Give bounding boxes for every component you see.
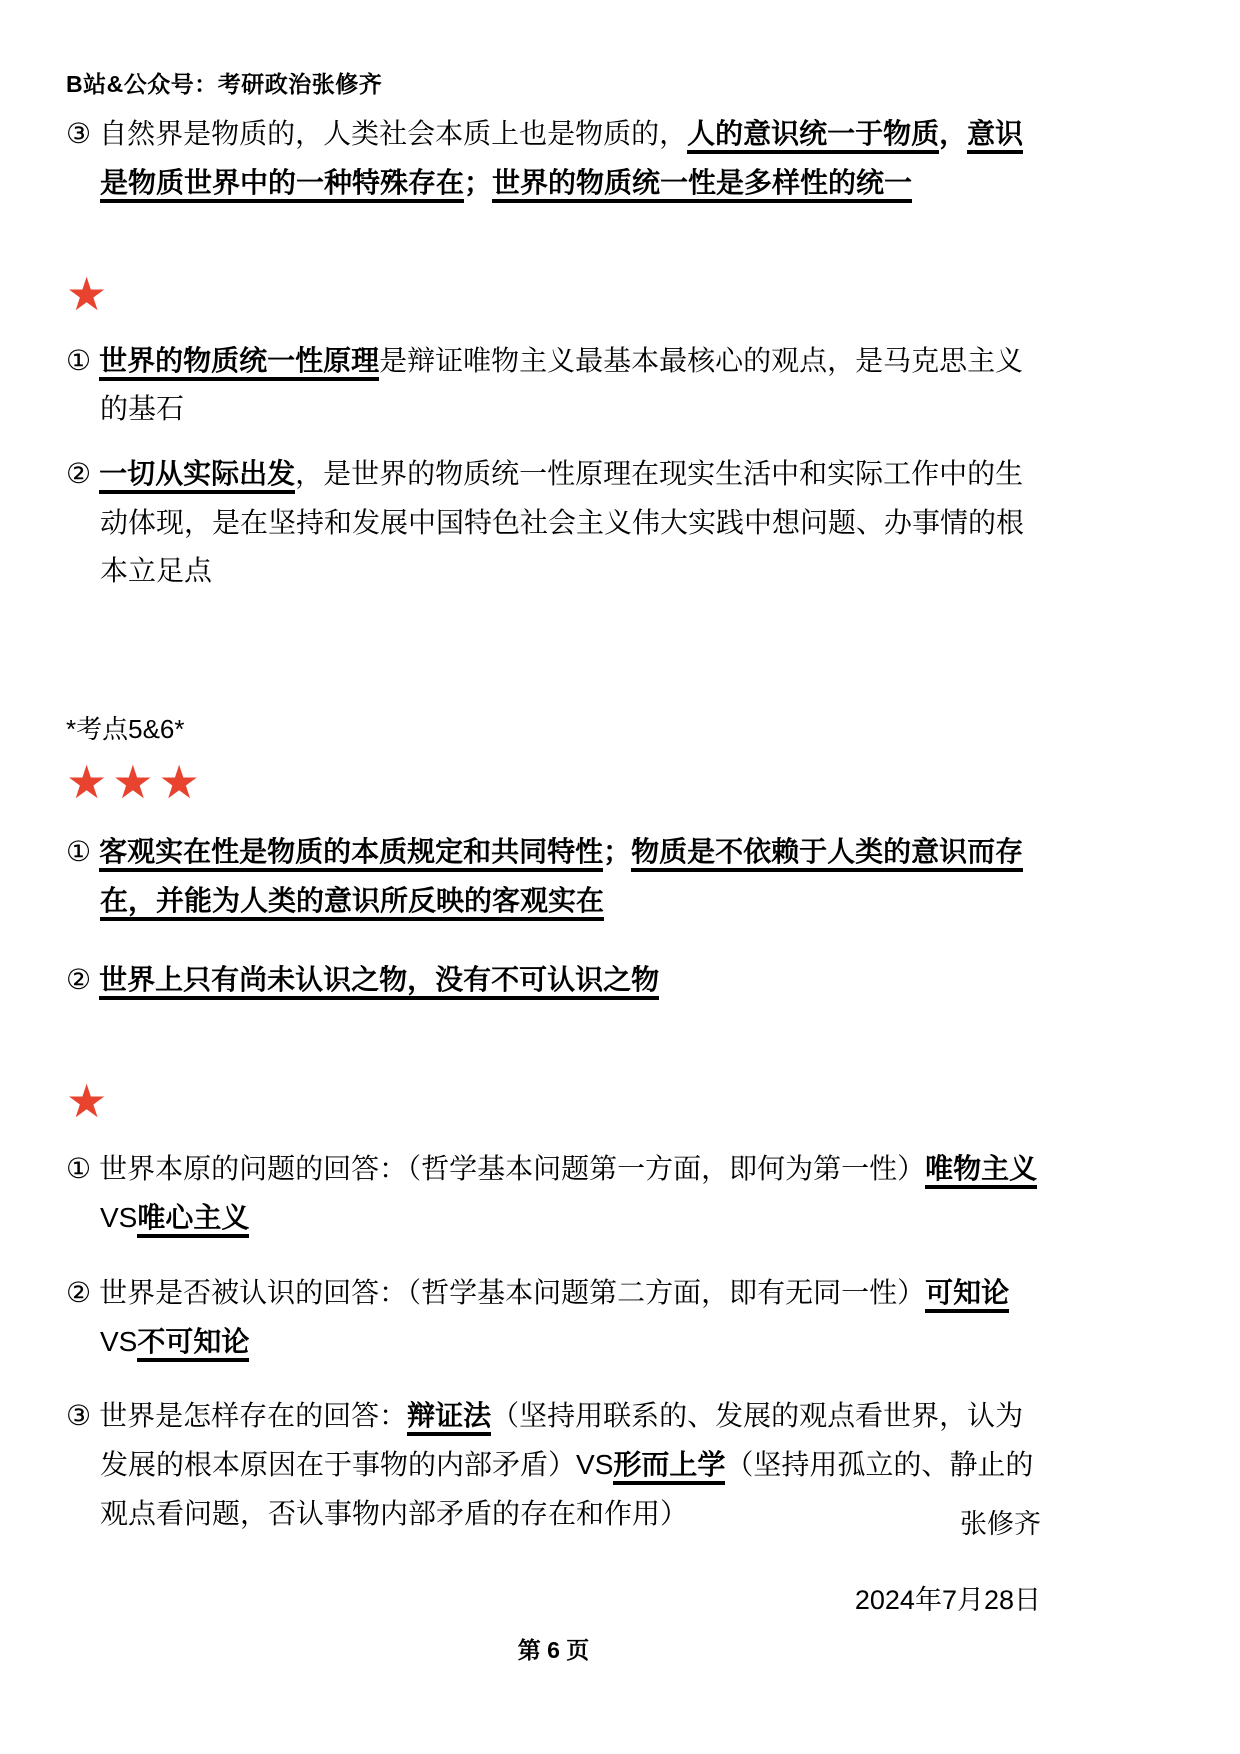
text-run: VS	[100, 1325, 138, 1357]
text-run: 意识是物质世界中的一种特殊存在	[100, 118, 1023, 203]
footer-author: 张修齐	[960, 1509, 1041, 1539]
text-run: 不可知论	[137, 1326, 249, 1362]
text-run: VS	[100, 1202, 138, 1234]
text-run: ；	[464, 166, 493, 198]
note-item	[66, 450, 1041, 596]
star-icon: ★	[66, 1074, 113, 1127]
text-run: （哲学基本问题第二方面，即有无同一性）	[407, 1275, 926, 1309]
note-item	[66, 337, 1041, 434]
text-run: ，是世界的物质统一性原理在现实生活中和实际工作中的	[295, 456, 996, 490]
text-run: （坚持用联系的、发展的观点看世界，认为发展的根本原因在于事物的内部矛盾）	[100, 1399, 1024, 1482]
text-run: 世界是否被认识的回答：	[99, 1276, 408, 1308]
text-run: （哲学基本问题第一方面，即何为第一性）	[407, 1152, 926, 1186]
importance-stars	[66, 756, 1041, 809]
footer-date: 2024年7月28日	[854, 1585, 1041, 1615]
item-number-marker: ②	[66, 457, 92, 489]
item-number-marker: ②	[66, 963, 92, 995]
note-item	[66, 1145, 1041, 1242]
star-icon: ★	[66, 267, 113, 320]
text-run: 根本立足点	[100, 506, 1025, 587]
text-run: ；	[603, 836, 632, 868]
item-number-marker: ③	[66, 1400, 92, 1432]
star-icon: ★	[158, 755, 205, 808]
star-icon: ★	[66, 755, 113, 808]
text-run: 自然界是物质的，人类社会本质上也是物质的，	[99, 117, 688, 151]
text-run: 可知论	[925, 1277, 1009, 1313]
note-item	[66, 1269, 1041, 1366]
importance-stars	[66, 268, 1041, 321]
notes-page	[66, 68, 1041, 1538]
text-run: 世界是怎样存在的回答：	[99, 1400, 408, 1432]
text-run: 是辩证唯物主义最基本最核心的观点，是马克思主义的	[100, 343, 1024, 426]
importance-stars	[66, 1075, 1041, 1128]
text-run: 人的意识统一于物质	[687, 118, 939, 154]
page-number: 第 6 页	[517, 1637, 590, 1663]
text-run: ，是在坚持和发展中国特色社会主义伟大实践中想问题、办事情的	[184, 505, 997, 539]
topic-label: *考点5&6*	[66, 714, 185, 745]
note-item	[66, 828, 1041, 925]
text-run: 形而上学	[613, 1449, 725, 1485]
item-number-marker: ①	[66, 344, 92, 376]
text-run: 世界本原的问题的回答：	[99, 1153, 408, 1185]
text-run: 唯物主义	[925, 1153, 1037, 1189]
text-run: 基石	[128, 393, 185, 425]
text-run: ，	[939, 118, 968, 150]
text-run: （坚持用孤立的、静止的观点看问题，否认事物内部矛盾的存在和作用）	[100, 1448, 1034, 1530]
text-run: 世界的物质统一性是多样性的统一	[492, 167, 912, 203]
item-number-marker: ③	[66, 118, 92, 150]
item-number-marker: ①	[66, 836, 92, 868]
note-item	[66, 110, 1041, 207]
text-run: 唯心主义	[137, 1202, 249, 1238]
text-run: 世界的物质统一性原理	[99, 345, 379, 381]
item-number-marker: ①	[66, 1153, 92, 1185]
text-run: 辩证法	[407, 1400, 491, 1436]
text-run: 世界上只有尚未认识之物，没有不可认识之物	[99, 964, 659, 1000]
text-run: 一切从实际出发	[99, 458, 295, 494]
channel-header: B站&公众号：考研政治张修齐	[66, 71, 383, 97]
text-run: 客观实在性是物质的本质规定和共同特性	[99, 836, 603, 872]
text-run: 物质是不依赖于人类的意识而存在，并能为人类的意识所反映的客观实在	[100, 836, 1023, 921]
item-number-marker: ②	[66, 1276, 92, 1308]
text-run: 生动体现	[100, 457, 1024, 538]
text-run: VS	[576, 1449, 614, 1481]
note-item	[66, 956, 1041, 1005]
star-icon: ★	[112, 755, 159, 808]
